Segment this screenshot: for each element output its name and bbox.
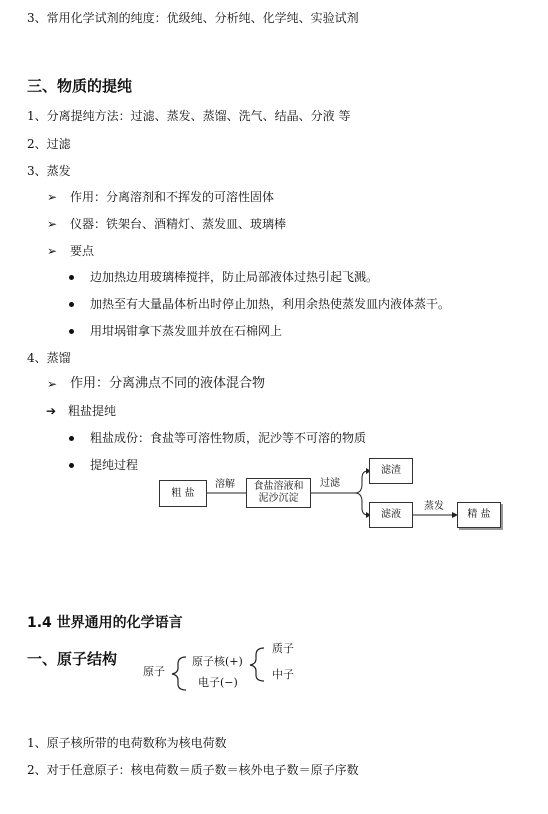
flow-evaporate-label: 蒸发 <box>424 501 444 512</box>
salt-purification-title: 粗盐提纯 <box>68 404 117 418</box>
evap-purpose: 作用：分离溶剂和不挥发的可溶性固体 <box>70 190 275 204</box>
neutron-label: 中子 <box>272 668 294 681</box>
flow-filter-label: 过滤 <box>320 478 340 489</box>
salt-composition: 粗盐成份：食盐等可溶性物质，泥沙等不可溶的物质 <box>90 431 367 445</box>
nucleus-label: 原子核(+) <box>192 655 243 668</box>
evap-point-3: 用坩埚钳拿下蒸发皿并放在石棉网上 <box>90 324 283 338</box>
evap-key-points: 要点 <box>70 244 95 258</box>
section-title-atomic-structure: 一、原子结构 <box>27 650 118 668</box>
flow-filtrate-box: 滤液 <box>369 502 413 528</box>
right-arrow-icon: ➔ <box>46 404 57 418</box>
evap-instruments: 仪器：铁架台、酒精灯、蒸发皿、玻璃棒 <box>70 217 287 231</box>
arrow-bullet-icon: ➢ <box>47 377 58 391</box>
evap-point-1: 边加热边用玻璃棒搅拌，防止局部液体过热引起飞溅。 <box>90 270 379 284</box>
salt-process-label: 提纯过程 <box>90 458 139 472</box>
evaporation-line: 3、蒸发 <box>27 164 71 178</box>
filtration-line: 2、过滤 <box>27 137 71 151</box>
purity-line: 3、常用化学试剂的纯度：优级纯、分析纯、化学纯、实验试剂 <box>27 11 359 25</box>
flow-residue-box: 滤渣 <box>369 458 413 484</box>
section-title-chemical-language: 1.4 世界通用的化学语言 <box>27 615 183 631</box>
flow-dissolve-label: 溶解 <box>215 479 235 490</box>
nuclear-charge-line: 1、原子核所带的电荷数称为核电荷数 <box>27 736 227 750</box>
dist-purpose: 作用：分离沸点不同的液体混合物 <box>70 376 266 391</box>
flow-mixture-box: 食盐溶液和 泥沙沉淀 <box>246 478 311 508</box>
flow-fine-salt-box: 精 盐 <box>457 502 501 528</box>
arrow-bullet-icon: ➢ <box>47 190 58 204</box>
electron-label: 电子(−) <box>198 676 238 689</box>
evap-point-2: 加热至有大量晶体析出时停止加热，利用余热使蒸发皿内液体蒸干。 <box>90 297 451 311</box>
atomic-number-line: 2、对于任意原子：核电荷数＝质子数＝核外电子数＝原子序数 <box>27 763 359 777</box>
separation-methods-line: 1、分离提纯方法：过滤、蒸发、蒸馏、洗气、结晶、分液 等 <box>27 109 351 123</box>
distillation-line: 4、蒸馏 <box>27 351 71 365</box>
arrow-bullet-icon: ➢ <box>47 217 58 231</box>
proton-label: 质子 <box>272 642 294 655</box>
flow-crude-salt-box: 粗 盐 <box>159 480 207 507</box>
section-title-purification: 三、物质的提纯 <box>27 77 133 95</box>
arrow-bullet-icon: ➢ <box>47 244 58 258</box>
atom-label: 原子 <box>143 665 165 678</box>
